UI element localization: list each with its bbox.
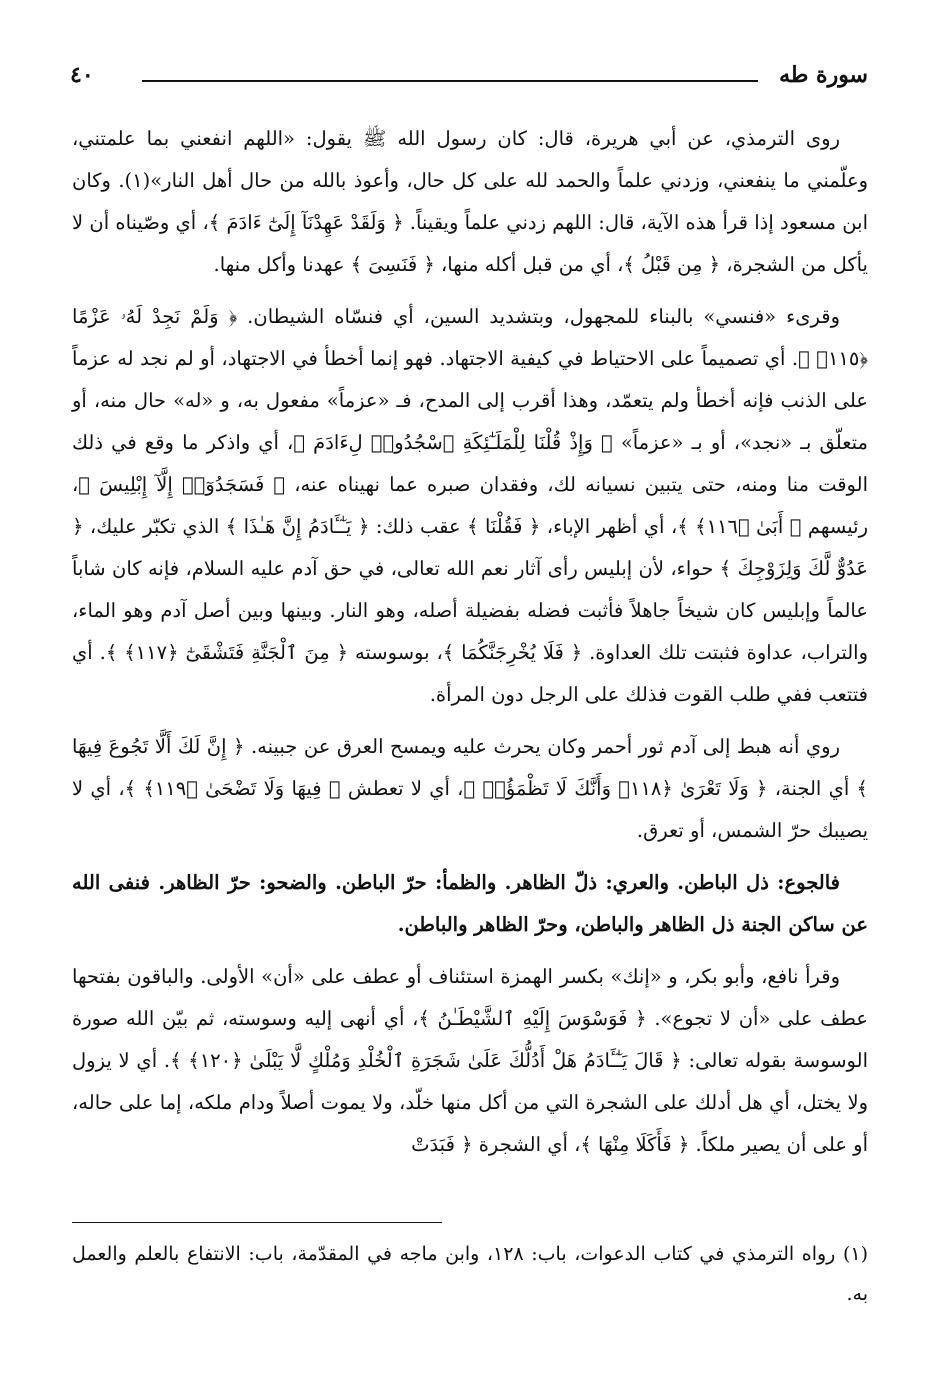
footnote-rule (72, 1222, 442, 1223)
surah-title: سورة طه (779, 62, 868, 88)
footnote: (١) رواه الترمذي في كتاب الدعوات، باب: ١٢٨، وابن ماجه في المقدّمة، باب: الانتفاع بالعلم والعمل به. (72, 1243, 869, 1305)
header-rule (142, 80, 758, 82)
paragraph-5: وقرأ نافع، وأبو بكر، و «إنك» بكسر الهمزة استئناف أو عطف على «أن» الأولى. والباقون بفتحها عطف على «أن لا تجوع». ﴿ فَوَسْوَسَ إِلَيْهِ ٱلشَّيْطَـٰنُ ﴾، أي أنهى إليه وسوسته، ثم بيّن الله صورة الوسوسة بقوله تعالى: ﴿ قَالَ يَـٰٓـَٔادَمُ هَلْ أَدُلُّكَ عَلَىٰ شَجَرَةِ ٱلْخُلْدِ وَمُلْكٍ لَّا يَبْلَىٰ ﴿١٢٠﴾ ﴾. أي لا يزول ولا يختل، أي هل أدلك على الشجرة التي من أكل منها خلّد، ولا يموت أصلاً ودام ملكه، إما على حاله، أو على أن يصير ملكاً. ﴿ فَأَكَلَا مِنْهَا ﴾، أي الشجرة ﴿ فَبَدَتْ (72, 965, 868, 1156)
paragraph-1: روى الترمذي، عن أبي هريرة، قال: كان رسول الله ﷺ يقول: «اللهم انفعني بما علمتني، وعلّمني ما ينفعني، وزدني علماً والحمد لله على كل حال، وأعوذ بالله من حال أهل النار»(١). وكان ابن مسعود إذا قرأ هذه الآية، قال: اللهم زدني علماً ويقيناً. ﴿ وَلَقَدْ عَهِدْنَآ إِلَىٰٓ ءَادَمَ ﴾، أي وصّيناه أن لا يأكل من الشجرة، ﴿ مِن قَبْلُ ﴾، أي من قبل أكله منها، ﴿ فَنَسِىَ ﴾ عهدنا وأكل منها. (72, 127, 868, 276)
paragraph-2: وقرىء «فنسي» بالبناء للمجهول، وبتشديد السين، أي فنسّاه الشيطان. ﴿ وَلَمْ نَجِدْ لَهُۥ عَزْمًا ﴿١١٥﴾ ﴾. أي تصميماً على الاحتياط في كيفية الاجتهاد. فهو إنما أخطأ في الاجتهاد، أو لم نجد له عزماً على الذنب فإنه أخطأ ولم يتعمّد، وهذا أقرب إلى المدح، فـ «عزماً» مفعول به، و «له» حال منه، أو متعلّق بـ «نجد»، أو بـ «عزماً» ﴿ وَإِذْ قُلْنَا لِلْمَلَـٰٓئِكَةِ ٱسْجُدُوا۟ لِءَادَمَ ﴾، أي واذكر ما وقع في ذلك الوقت منا ومنه، حتى يتبين نسيانه لك، وفقدان صبره عما نهيناه عنه، ﴿ فَسَجَدُوٓا۟ إِلَّآ إِبْلِيسَ ﴾، رئيسهم ﴿ أَبَىٰ ﴿١١٦﴾ ﴾، أي أظهر الإباء، ﴿ فَقُلْنَا ﴾ عقب ذلك: ﴿ يَـٰٓـَٔادَمُ إِنَّ هَـٰذَا ﴾ الذي تكبّر عليك، ﴿ عَدُوٌّ لَّكَ وَلِزَوْجِكَ ﴾ حواء، لأن إبليس رأى آثار نعم الله تعالى، في حق آدم عليه السلام، فإنه كان شاباً عالماً وإبليس كان شيخاً جاهلاً فأثبت فضله بفضيلة أصله، وهو النار. وبينها وبين أصل آدم وهو الماء، والتراب، عداوة فثبتت تلك العداوة. ﴿ فَلَا يُخْرِجَنَّكُمَا ﴾، بوسوسته ﴿ مِنَ ٱلْجَنَّةِ فَتَشْقَىٰٓ ﴿١١٧﴾ ﴾. أي فتتعب ففي طلب القوت فذلك على الرجل دون المرأة. (72, 305, 869, 706)
main-text (72, 118, 868, 1176)
paragraph-3: روي أنه هبط إلى آدم ثور أحمر وكان يحرث عليه ويمسح العرق عن جبينه. ﴿ إِنَّ لَكَ أَلَّا تَجُوعَ فِيهَا ﴾ أي الجنة، ﴿ وَلَا تَعْرَىٰ ﴿١١٨﴾ وَأَنَّكَ لَا تَظْمَؤُا۟ ﴾، أي لا تعطش ﴿ فِيهَا وَلَا تَضْحَىٰ ﴿١١٩﴾ ﴾، أي لا يصيبك حرّ الشمس، أو تعرق. (72, 735, 868, 842)
page-number: ٤٠ (70, 62, 94, 88)
paragraph-4: فالجوع: ذل الباطن. والعري: ذلّ الظاهر. والظمأ: حرّ الباطن. والضحو: حرّ الظاهر. فنفى الله عن ساكن الجنة ذل الظاهر والباطن، وحرّ الظاهر والباطن. (72, 871, 868, 936)
running-header (70, 60, 868, 94)
